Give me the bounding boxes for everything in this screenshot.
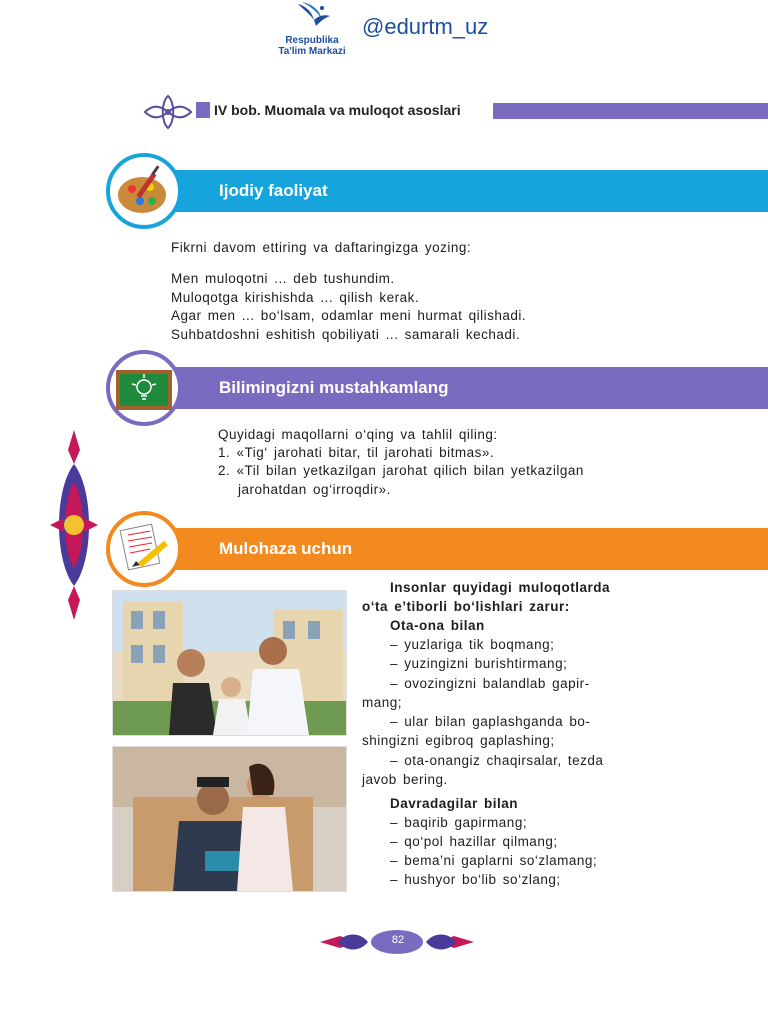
section-ijodiy-header bbox=[160, 170, 768, 212]
section3-lead1: Insonlar quyidagi muloqotlarda bbox=[390, 580, 611, 595]
grandfather-photo-image bbox=[113, 747, 346, 891]
section-bilim-header bbox=[160, 367, 768, 409]
logo bbox=[270, 0, 354, 60]
section1-line: Agar men ... bo‘lsam, odamlar meni hurmat qilishadi. bbox=[171, 308, 527, 324]
section1-line: Suhbatdoshni eshitish qobiliyati ... samarali kechadi. bbox=[171, 326, 521, 342]
section1-intro: Fikrni davom ettiring va daftaringizga yozing: bbox=[171, 240, 472, 255]
notes-badge bbox=[106, 511, 182, 587]
list1-item: – ota-onangiz chaqirsalar, tezda bbox=[390, 753, 604, 768]
section2-item: 2. «Til bilan yetkazilgan jarohat qilich bilan yetkazilgan bbox=[218, 463, 584, 478]
list1-item: mang; bbox=[362, 695, 403, 710]
social-handle: @edurtm_uz bbox=[362, 14, 489, 39]
logo-line2: Ta'lim Markazi bbox=[278, 46, 346, 57]
section1-lines bbox=[171, 270, 526, 344]
list1-item: javob bering. bbox=[362, 772, 448, 787]
family-photo-image bbox=[113, 591, 346, 735]
list2-item: – baqirib gapirmang; bbox=[390, 815, 528, 830]
chapter-title: IV bob. Muomala va muloqot asoslari bbox=[214, 102, 461, 118]
bird-logo-icon bbox=[292, 0, 332, 30]
list1-item: – ular bilan gaplashganda bo- bbox=[390, 714, 591, 729]
chapter-bar-right bbox=[493, 103, 768, 119]
section-mulohaza-title: Mulohaza uchun bbox=[219, 539, 353, 558]
board-badge bbox=[106, 350, 182, 426]
section3-sub2: Davradagilar bilan bbox=[390, 796, 519, 811]
section1-line: Muloqotga kirishishda ... qilish kerak. bbox=[171, 289, 420, 305]
section-mulohaza-header bbox=[160, 528, 768, 570]
list1-item: shingizni egibroq gaplashing; bbox=[362, 733, 555, 748]
list2-item: – qo‘pol hazillar qilmang; bbox=[390, 834, 558, 849]
side-ornament-icon bbox=[46, 430, 102, 620]
section-bilim-title: Bilimingizni mustahkamlang bbox=[219, 378, 449, 397]
section3-sub1: Ota-ona bilan bbox=[390, 618, 485, 633]
palette-icon bbox=[110, 157, 178, 225]
page-number: 82 bbox=[391, 934, 405, 946]
palette-badge bbox=[106, 153, 182, 229]
list2-item: – bema’ni gaplarni so‘zlamang; bbox=[390, 853, 598, 868]
section2-item: 1. «Tig‘ jarohati bitar, til jarohati bitmas». bbox=[218, 445, 495, 460]
chapter-bar-left bbox=[196, 102, 210, 118]
list1-item: – ovozingizni balandlab gapir- bbox=[390, 676, 590, 691]
list1-item: – yuzlariga tik boqmang; bbox=[390, 637, 555, 652]
section2-item: jarohatdan og‘irroqdir». bbox=[238, 482, 391, 497]
section3-lead2: o‘ta e’tiborli bo‘lishlari zarur: bbox=[362, 599, 570, 614]
family-photo bbox=[112, 590, 347, 736]
list1-item: – yuzingizni burishtirmang; bbox=[390, 656, 568, 671]
grandfather-photo bbox=[112, 746, 347, 892]
list2-item: – hushyor bo‘lib so‘zlang; bbox=[390, 872, 561, 887]
section2-intro: Quyidagi maqollarni o‘qing va tahlil qiling: bbox=[218, 427, 498, 442]
logo-line1: Respublika bbox=[285, 35, 339, 46]
section-ijodiy-title: Ijodiy faoliyat bbox=[219, 181, 328, 200]
section1-line: Men muloqotni ... deb tushundim. bbox=[171, 271, 395, 286]
notes-pencil-icon bbox=[110, 515, 178, 583]
chalkboard-icon bbox=[110, 354, 178, 422]
chapter-ornament-icon bbox=[143, 94, 193, 130]
